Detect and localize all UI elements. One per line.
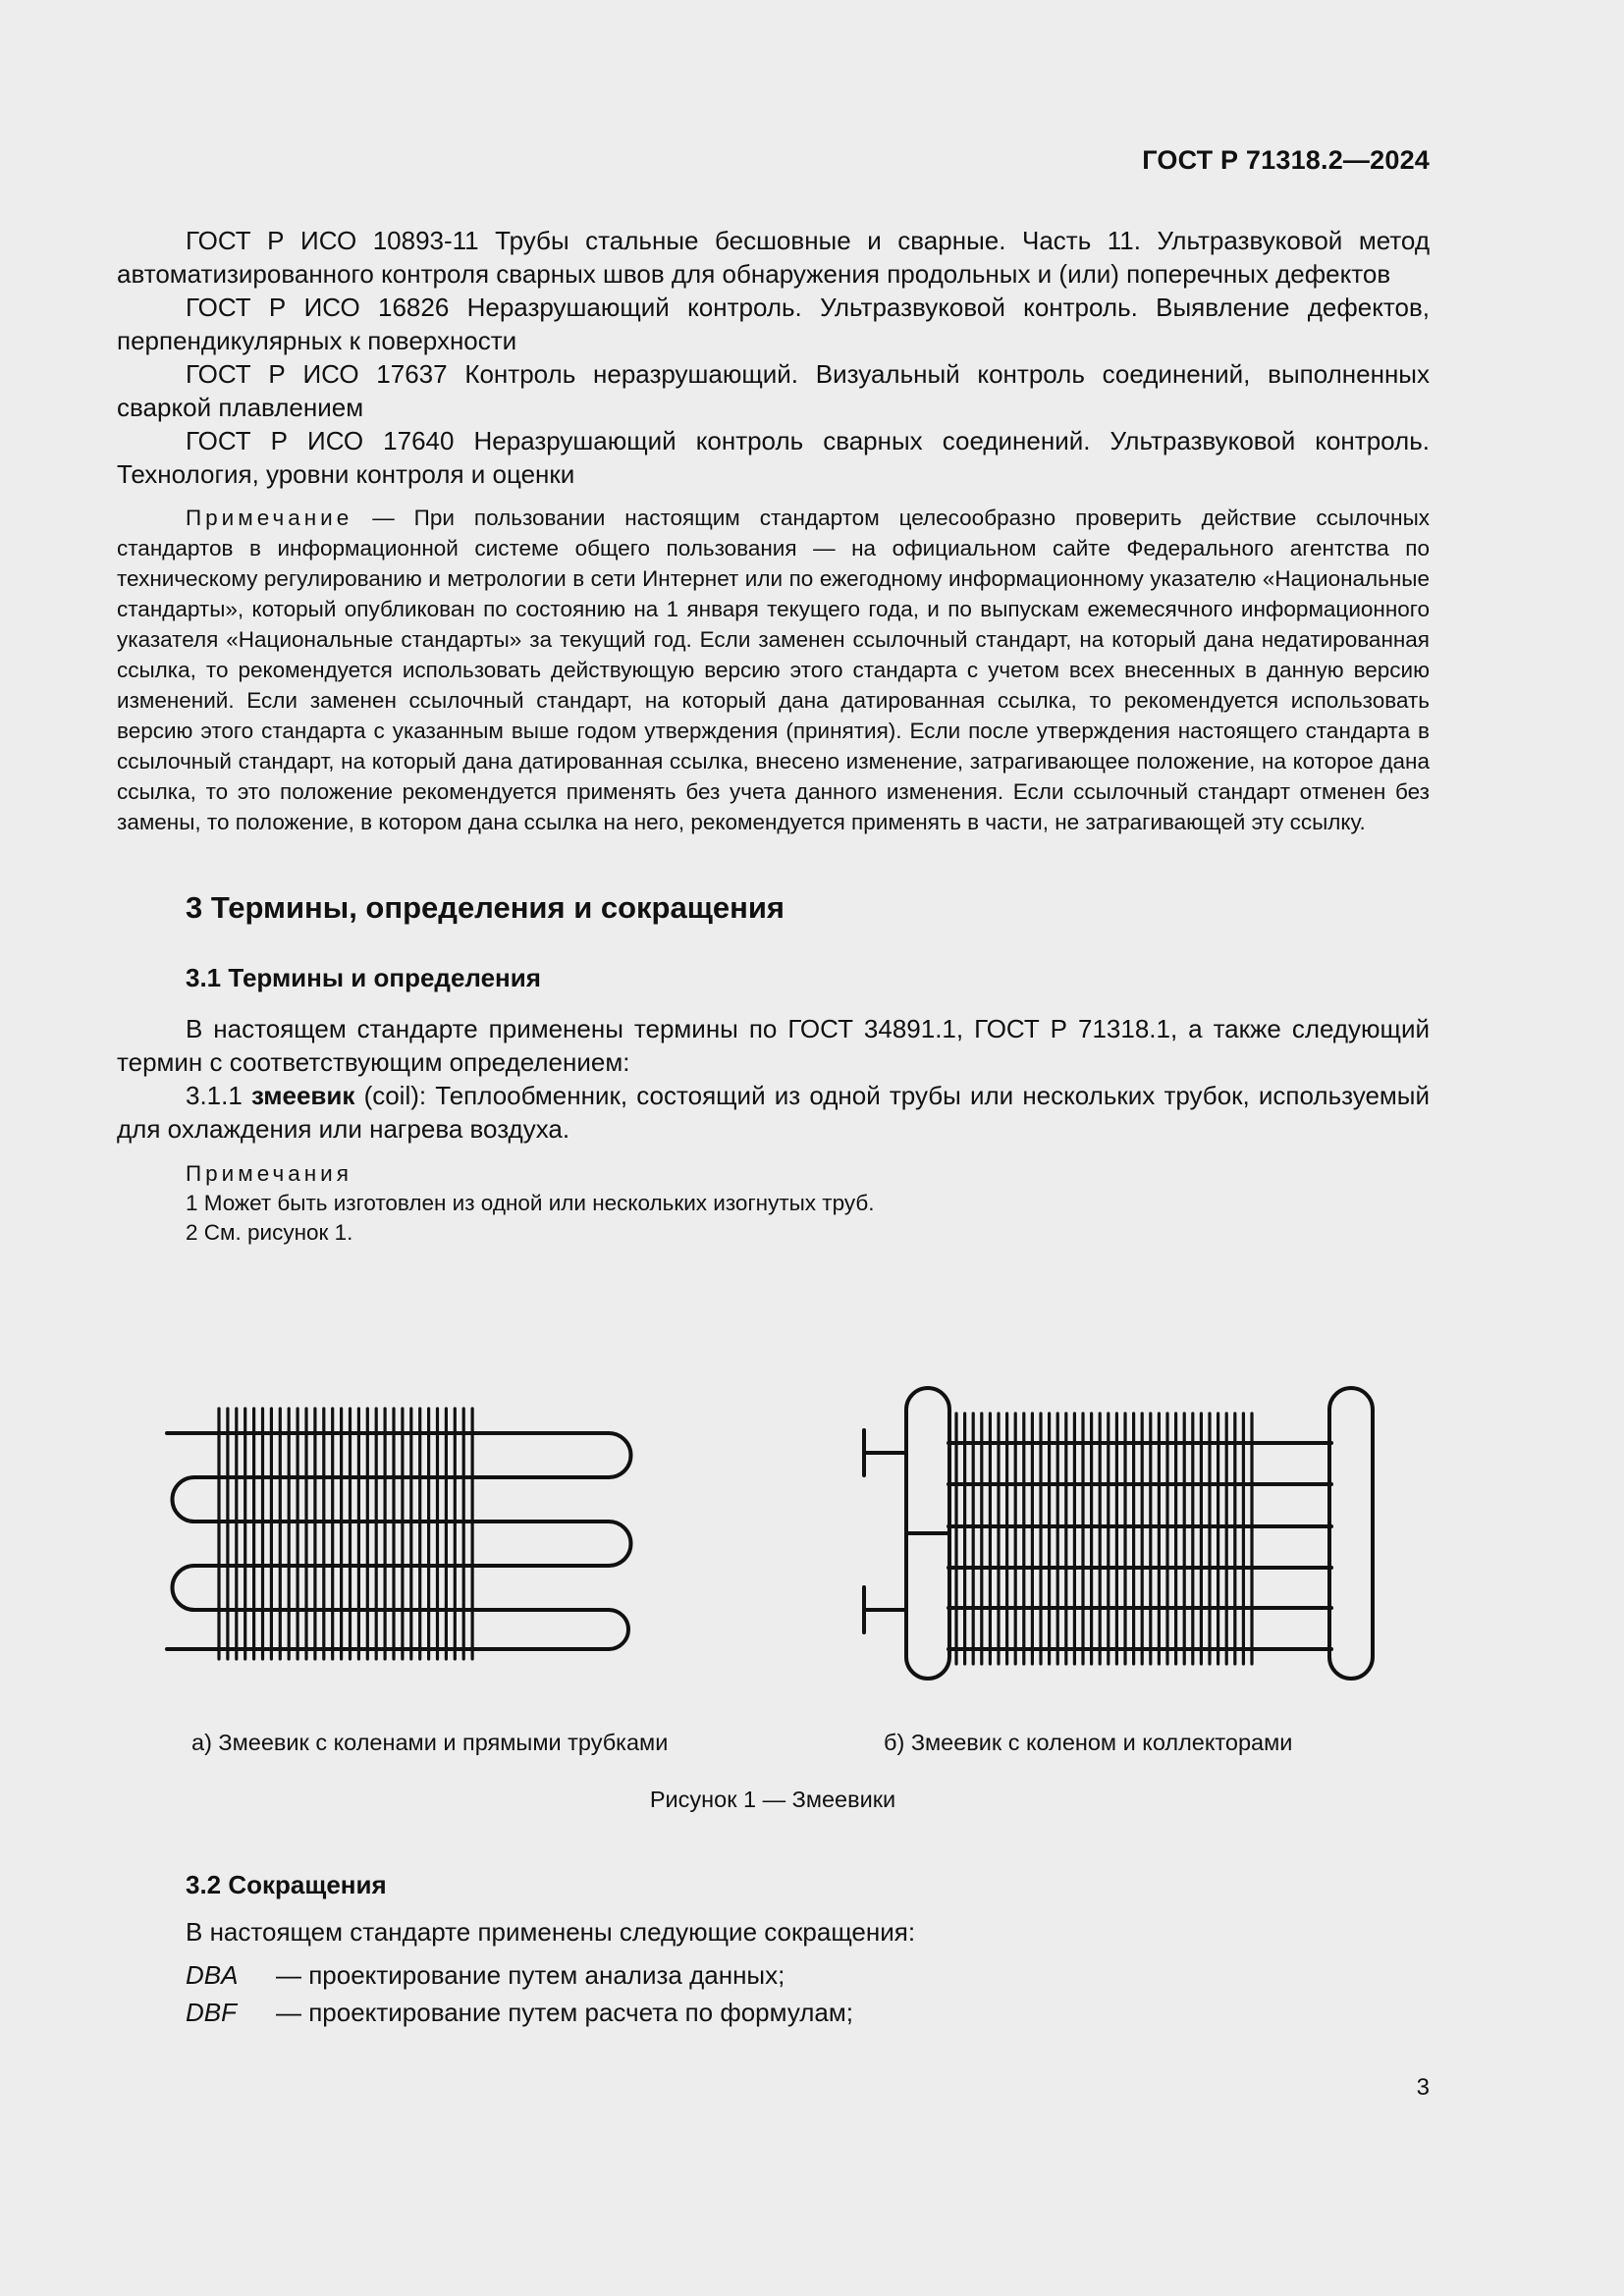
page-number: 3	[1416, 2074, 1430, 2101]
term-definition	[117, 1079, 1430, 1146]
normative-note	[117, 503, 1430, 837]
abbreviation-row	[186, 1998, 853, 2028]
reference-item: ГОСТ Р ИСО 16826 Неразрушающий контроль. Ультразвуковой контроль. Выявление дефектов, перпендикулярных к поверхности	[117, 293, 1430, 355]
term-english: (coil)	[363, 1081, 419, 1110]
note-item: 1 Может быть изготовлен из одной или нескольких изогнутых труб.	[186, 1191, 875, 1215]
abbreviation-meaning: — проектирование путем анализа данных;	[276, 1960, 785, 1990]
section-3-2-title: 3.2 Сокращения	[186, 1870, 387, 1899]
document-number-header: ГОСТ Р 71318.2—2024	[1142, 145, 1430, 175]
figure-caption-b: б) Змеевик с коленом и коллекторами	[884, 1730, 1293, 1755]
note-dash: —	[352, 506, 414, 530]
abbreviation-row	[186, 1960, 785, 1991]
figure-caption-a: а) Змеевик с коленами и прямыми трубками	[191, 1730, 669, 1755]
term-name: змеевик	[250, 1081, 355, 1110]
term-number: 3.1.1	[186, 1081, 243, 1110]
coil-with-collectors-diagram	[850, 1364, 1400, 1688]
bend-right	[609, 1433, 631, 1477]
bend-left	[173, 1477, 195, 1522]
reference-item: ГОСТ Р ИСО 10893-11 Трубы стальные бесшовные и сварные. Часть 11. Ультразвуковой метод автоматизированного контроля сварных швов для обнаружения продольных и (или) поперечных дефектов	[117, 226, 1430, 289]
figure-1	[0, 1364, 1624, 1688]
right-collector	[1329, 1388, 1373, 1679]
section-3-1-title: 3.1 Термины и определения	[186, 963, 541, 992]
bend-left	[173, 1566, 195, 1610]
abbreviations-intro: В настоящем стандарте применены следующие сокращения:	[186, 1917, 916, 1947]
figure-title: Рисунок 1 — Змеевики	[649, 1787, 896, 1812]
abbreviation: DBA	[186, 1960, 239, 1990]
bend-right	[609, 1610, 628, 1649]
terms-intro: В настоящем стандарте применены термины по ГОСТ 34891.1, ГОСТ Р 71318.1, а также следующий термин с соответствующим определением:	[117, 1014, 1430, 1077]
note-label: Примечание	[186, 506, 353, 530]
abbreviation-meaning: — проектирование путем расчета по формулам;	[276, 1998, 853, 2027]
main-content	[117, 224, 1430, 1248]
term-definition-text: : Теплообменник, состоящий из одной трубы или нескольких трубок, используемый для охлаждения или нагрева воздуха.	[117, 1081, 1430, 1144]
reference-item: ГОСТ Р ИСО 17637 Контроль неразрушающий. Визуальный контроль соединений, выполненных сваркой плавлением	[117, 359, 1430, 422]
note-item: 2 См. рисунок 1.	[186, 1220, 353, 1245]
coil-with-bends-diagram	[157, 1364, 668, 1688]
bend-right	[609, 1522, 631, 1566]
abbreviation: DBF	[186, 1998, 237, 2027]
reference-item: ГОСТ Р ИСО 17640 Неразрушающий контроль сварных соединений. Ультразвуковой контроль. Технология, уровни контроля и оценки	[117, 426, 1430, 489]
note-text: При пользовании настоящим стандартом целесообразно проверить действие ссылочных стандартов в информационной системе общего пользования — на официальном сайте Федерального агентства по техническому регулированию и метрологии в сети Интернет или по ежегодному информационному указателю «Национальные стандарты», который опубликован по состоянию на 1 января текущего года, и по выпускам ежемесячного информационного указателя «Национальные стандарты» за текущий год. Если заменен ссылочный стандарт, на который дана недатированная ссылка, то рекомендуется использовать действующую версию этого стандарта с учетом всех внесенных в данную версию изменений. Если заменен ссылочный стандарт, на который дана датированная ссылка, то рекомендуется использовать версию этого стандарта с указанным выше годом утверждения (принятия). Если после утверждения настоящего стандарта в ссылочный стандарт, на который дана датированная ссылка, внесено изменение, затрагивающее положение, на которое дана ссылка, то это положение рекомендуется применять без учета данного изменения. Если ссылочный стандарт отменен без замены, то положение, в котором дана ссылка на него, рекомендуется применять в части, не затрагивающей эту ссылку.	[117, 506, 1430, 834]
notes-label: Примечания	[186, 1161, 352, 1186]
term-notes	[186, 1159, 1430, 1248]
section-3-title: 3 Термины, определения и сокращения	[186, 890, 785, 925]
